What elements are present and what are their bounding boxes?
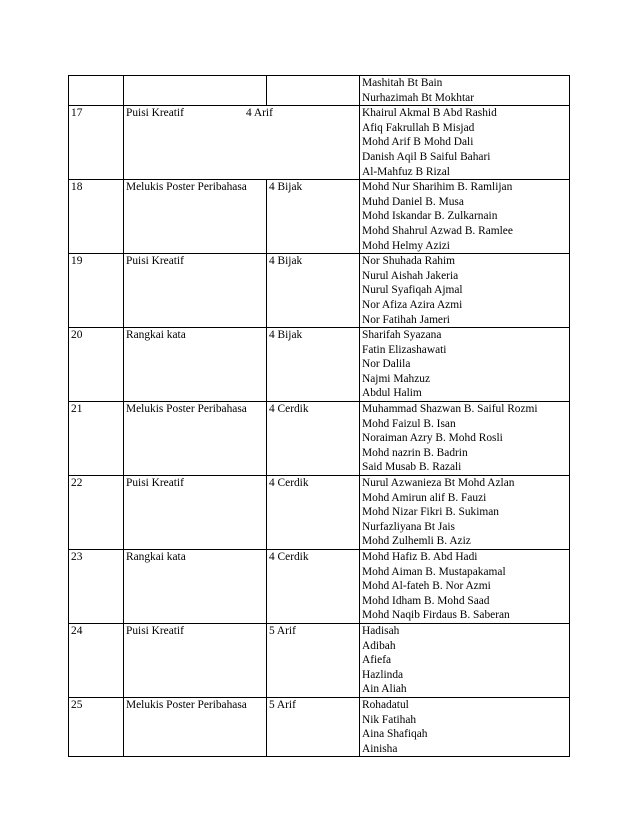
participant-name: Nor Shuhada Rahim xyxy=(362,255,456,268)
row-number xyxy=(69,76,124,106)
activity-with-class xyxy=(126,106,359,121)
class-cell: 4 Cerdik xyxy=(267,476,360,550)
activity-cell: Melukis Poster Peribahasa xyxy=(124,697,267,756)
participant-name: Al-Mahfuz B Rizal xyxy=(362,165,450,178)
participant-name: Mohd Nur Sharihim B. Ramlijan xyxy=(362,181,513,194)
activity-label: Puisi Kreatif xyxy=(126,107,184,120)
participants-table xyxy=(68,75,570,757)
participant-name: Mohd Helmy Azizi xyxy=(362,239,450,252)
participant-name: Mohd Nizar Fikri B. Sukiman xyxy=(362,506,499,519)
table-row xyxy=(69,254,570,328)
participant-name: Mohd Naqib Firdaus B. Saberan xyxy=(362,609,510,622)
class-cell: 4 Bijak xyxy=(267,180,360,254)
participant-name: Noraiman Azry B. Mohd Rosli xyxy=(362,432,503,445)
participant-name: Nurul Azwanieza Bt Mohd Azlan xyxy=(362,477,515,490)
table-row xyxy=(69,697,570,756)
names-cell xyxy=(360,550,570,624)
row-number: 24 xyxy=(69,623,124,697)
table-row xyxy=(69,550,570,624)
participant-name: Fatin Elizashawati xyxy=(362,343,447,356)
table-row xyxy=(69,180,570,254)
activity-cell xyxy=(124,76,267,106)
names-cell xyxy=(360,697,570,756)
table-row xyxy=(69,328,570,402)
participant-name: Mohd Al-fateh B. Nor Azmi xyxy=(362,580,491,593)
participant-name: Muhammad Shazwan B. Saiful Rozmi xyxy=(362,403,538,416)
participant-name: Nurul Aishah Jakeria xyxy=(362,269,459,282)
activity-cell: Puisi Kreatif xyxy=(124,476,267,550)
participant-name: Danish Aqil B Saiful Bahari xyxy=(362,150,491,163)
class-cell: 4 Cerdik xyxy=(267,550,360,624)
class-cell: 5 Arif xyxy=(267,697,360,756)
activity-cell: Melukis Poster Peribahasa xyxy=(124,402,267,476)
class-cell: 4 Bijak xyxy=(267,328,360,402)
participant-name: Nor Fatihah Jameri xyxy=(362,313,450,326)
class-label: 4 Arif xyxy=(246,107,273,120)
participant-name: Mohd Zulhemli B. Aziz xyxy=(362,535,471,548)
activity-cell xyxy=(124,106,360,180)
participant-name: Mohd Arif B Mohd Dali xyxy=(362,136,474,149)
class-cell: 5 Arif xyxy=(267,623,360,697)
participant-name: Najmi Mahzuz xyxy=(362,372,431,385)
row-number: 21 xyxy=(69,402,124,476)
participant-name: Mohd Idham B. Mohd Saad xyxy=(362,594,490,607)
names-cell xyxy=(360,106,570,180)
participant-name: Ain Aliah xyxy=(362,683,407,696)
participant-name: Khairul Akmal B Abd Rashid xyxy=(362,107,497,120)
table-row xyxy=(69,623,570,697)
activity-cell: Melukis Poster Peribahasa xyxy=(124,180,267,254)
row-number: 19 xyxy=(69,254,124,328)
names-cell xyxy=(360,402,570,476)
table-row xyxy=(69,476,570,550)
participant-name: Rohadatul xyxy=(362,698,409,711)
participant-name: Nurhazimah Bt Mokhtar xyxy=(362,91,474,104)
participant-name: Mohd Amirun alif B. Fauzi xyxy=(362,491,487,504)
participant-name: Said Musab B. Razali xyxy=(362,461,462,474)
participant-name: Mohd nazrin B. Badrin xyxy=(362,446,468,459)
row-number: 18 xyxy=(69,180,124,254)
participant-name: Hadisah xyxy=(362,624,400,637)
table-row xyxy=(69,106,570,180)
activity-cell: Rangkai kata xyxy=(124,550,267,624)
row-number: 17 xyxy=(69,106,124,180)
names-cell xyxy=(360,76,570,106)
table-row xyxy=(69,76,570,106)
activity-cell: Puisi Kreatif xyxy=(124,623,267,697)
row-number: 25 xyxy=(69,697,124,756)
row-number: 20 xyxy=(69,328,124,402)
class-cell: 4 Bijak xyxy=(267,254,360,328)
participant-name: Mohd Shahrul Azwad B. Ramlee xyxy=(362,224,513,237)
participant-name: Mashitah Bt Bain xyxy=(362,77,443,89)
names-cell xyxy=(360,254,570,328)
participant-name: Aina Shafiqah xyxy=(362,728,428,741)
participant-name: Abdul Halim xyxy=(362,387,422,400)
names-cell xyxy=(360,623,570,697)
names-cell xyxy=(360,476,570,550)
participant-name: Afiefa xyxy=(362,654,392,667)
participant-name: Nurul Syafiqah Ajmal xyxy=(362,284,463,297)
row-number: 23 xyxy=(69,550,124,624)
activity-cell: Puisi Kreatif xyxy=(124,254,267,328)
activity-cell: Rangkai kata xyxy=(124,328,267,402)
names-cell xyxy=(360,180,570,254)
participants-table-body xyxy=(69,76,570,757)
table-row xyxy=(69,402,570,476)
participant-name: Mohd Iskandar B. Zulkarnain xyxy=(362,210,498,223)
participant-name: Adibah xyxy=(362,639,396,652)
participant-name: Muhd Daniel B. Musa xyxy=(362,195,464,208)
participant-name: Afiq Fakrullah B Misjad xyxy=(362,121,475,134)
participant-name: Ainisha xyxy=(362,742,398,755)
row-number: 22 xyxy=(69,476,124,550)
participant-name: Mohd Faizul B. Isan xyxy=(362,417,456,430)
participant-name: Mohd Aiman B. Mustapakamal xyxy=(362,565,506,578)
class-cell xyxy=(267,76,360,106)
participant-name: Nurfazliyana Bt Jais xyxy=(362,520,455,533)
participant-name: Nik Fatihah xyxy=(362,713,417,726)
participant-name: Hazlinda xyxy=(362,668,404,681)
participant-name: Nor Afiza Azira Azmi xyxy=(362,298,463,311)
participant-name: Mohd Hafiz B. Abd Hadi xyxy=(362,551,478,563)
names-cell xyxy=(360,328,570,402)
participant-name: Nor Dalila xyxy=(362,358,411,371)
participant-name: Sharifah Syazana xyxy=(362,329,442,342)
class-cell: 4 Cerdik xyxy=(267,402,360,476)
